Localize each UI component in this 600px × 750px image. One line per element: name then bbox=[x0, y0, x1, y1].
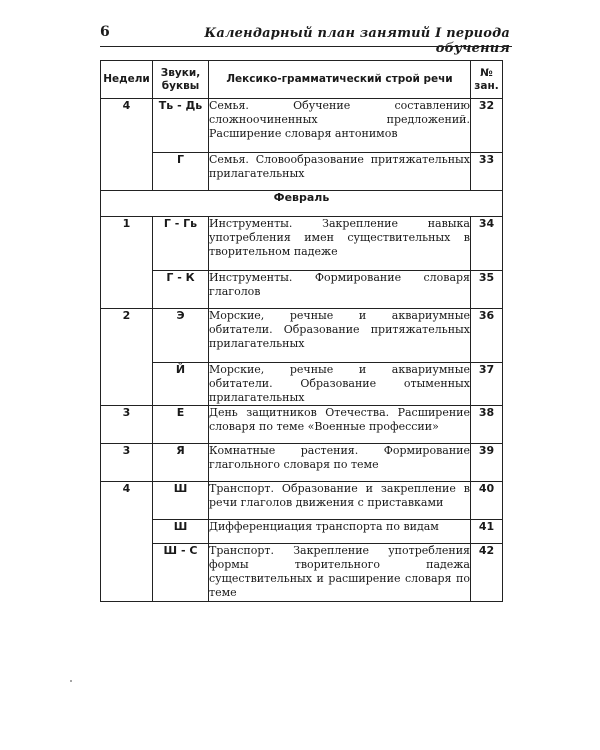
month-row bbox=[101, 191, 503, 217]
sound-cell: Й bbox=[153, 363, 209, 406]
table-row bbox=[101, 444, 503, 482]
topic-cell: Комнатные растения. Формирование глагольного словаря по теме bbox=[209, 444, 471, 482]
lesson-number-cell: 40 bbox=[471, 482, 503, 520]
lesson-number-cell: 41 bbox=[471, 520, 503, 544]
week-cell: 3 bbox=[101, 406, 153, 444]
lesson-number-cell: 34 bbox=[471, 217, 503, 271]
table-row bbox=[101, 153, 503, 191]
column-header-weeks: Недели bbox=[101, 61, 153, 99]
lesson-plan-table bbox=[100, 60, 503, 602]
table-row bbox=[101, 482, 503, 520]
lesson-number-symbol: № bbox=[480, 66, 493, 79]
lesson-number-cell: 42 bbox=[471, 544, 503, 602]
sound-cell: Ть - Дь bbox=[153, 99, 209, 153]
topic-cell: Транспорт. Закрепление употребления формы творительного падежа существительных и расширение словаря по теме bbox=[209, 544, 471, 602]
topic-cell: Инструменты. Формирование словаря глаголов bbox=[209, 271, 471, 309]
sound-cell: Г bbox=[153, 153, 209, 191]
header-rule bbox=[100, 46, 512, 47]
lesson-number-cell: 33 bbox=[471, 153, 503, 191]
sound-cell: Е bbox=[153, 406, 209, 444]
sound-cell: Ш bbox=[153, 482, 209, 520]
topic-cell: Семья. Словообразование притяжательных прилагательных bbox=[209, 153, 471, 191]
week-cell: 3 bbox=[101, 444, 153, 482]
column-header-topic: Лексико-грамматический строй речи bbox=[209, 61, 471, 99]
sound-cell: Г - Гь bbox=[153, 217, 209, 271]
topic-cell: Морские, речные и аквариумные обитатели. Образование притяжательных прилагательных bbox=[209, 309, 471, 363]
table-header-row bbox=[101, 61, 503, 99]
table-row bbox=[101, 363, 503, 406]
topic-cell: Морские, речные и аквариумные обитатели. Образование отыменных прилагательных bbox=[209, 363, 470, 404]
running-title: Календарный план занятий I периода обучения bbox=[204, 26, 510, 56]
table-row bbox=[101, 309, 503, 363]
table-row bbox=[101, 99, 503, 153]
sound-cell: Г - К bbox=[153, 271, 209, 309]
lesson-number-cell: 36 bbox=[471, 309, 503, 363]
table-row bbox=[101, 217, 503, 271]
topic-cell: День защитников Отечества. Расширение словаря по теме «Военные профессии» bbox=[209, 406, 471, 444]
topic-cell: Транспорт. Образование и закрепление в речи глаголов движения с приставками bbox=[209, 482, 471, 520]
column-header-sounds: Звуки, буквы bbox=[153, 61, 209, 99]
table-row bbox=[101, 406, 503, 444]
week-cell: 4 bbox=[101, 482, 153, 602]
sound-cell: Ш bbox=[153, 520, 209, 544]
print-speck bbox=[70, 680, 72, 682]
sound-cell: Ш - С bbox=[153, 544, 209, 602]
topic-cell: Дифференциация транспорта по видам bbox=[209, 520, 471, 544]
sound-cell: Э bbox=[153, 309, 209, 363]
lesson-number-cell: 32 bbox=[471, 99, 503, 153]
table-row bbox=[101, 520, 503, 544]
week-cell: 2 bbox=[101, 309, 153, 406]
lesson-number-cell: 39 bbox=[471, 444, 503, 482]
lesson-number-cell: 38 bbox=[471, 406, 503, 444]
column-header-lesson-number bbox=[471, 61, 503, 99]
topic-cell: Семья. Обучение составлению сложноочиненных предложений. Расширение словаря антонимов bbox=[209, 99, 471, 153]
table-row bbox=[101, 544, 503, 602]
page-number: 6 bbox=[100, 24, 110, 40]
week-cell: 1 bbox=[101, 217, 153, 309]
table-row bbox=[101, 271, 503, 309]
lesson-number-cell: 35 bbox=[471, 271, 503, 309]
lesson-number-cell: 37 bbox=[471, 363, 503, 406]
month-label: Февраль bbox=[101, 191, 503, 217]
topic-cell: Инструменты. Закрепление навыка употребления имен существительных в творительном падеже bbox=[209, 217, 471, 271]
sound-cell: Я bbox=[153, 444, 209, 482]
week-cell: 4 bbox=[101, 99, 153, 191]
lesson-number-abbrev: зан. bbox=[474, 79, 499, 92]
